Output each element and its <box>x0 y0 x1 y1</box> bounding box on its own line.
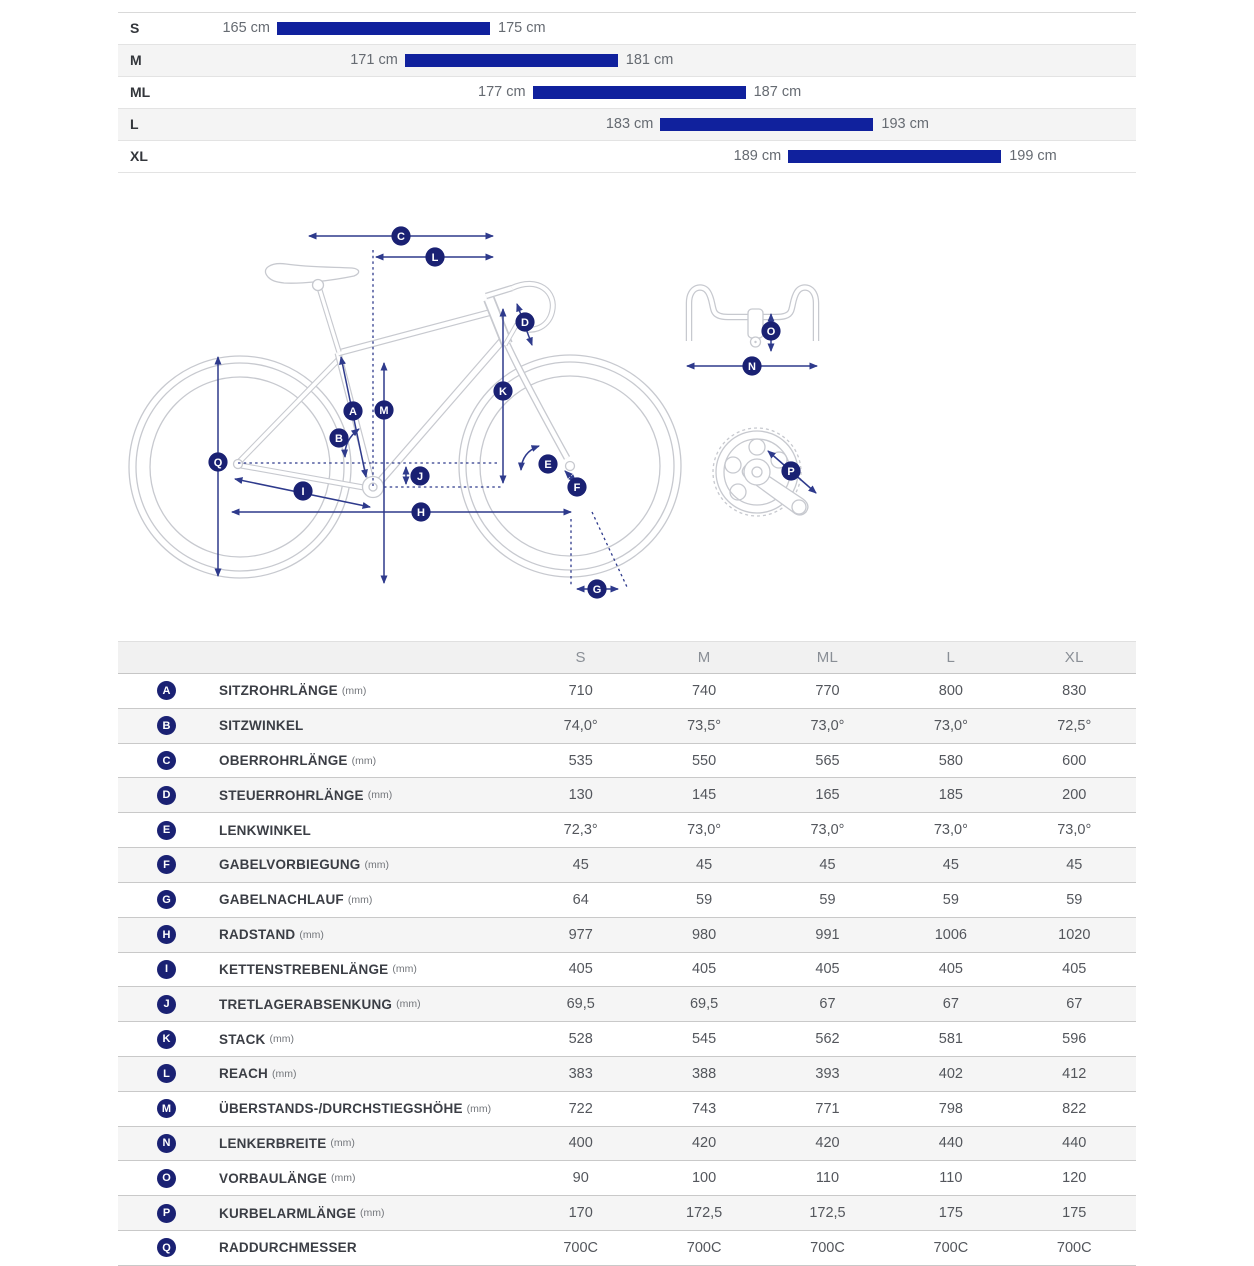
measure-name-cell <box>118 925 519 944</box>
tube-core <box>338 353 373 488</box>
letter-badge: C <box>157 751 176 770</box>
letter-badge: P <box>157 1204 176 1223</box>
geometry-value: 59 <box>696 891 713 908</box>
diagram-label-letter: E <box>544 458 552 471</box>
measure-unit: (mm) <box>330 1172 356 1185</box>
letter-badge: E <box>157 821 176 840</box>
measure-name-cell <box>118 1030 519 1049</box>
geometry-value: 740 <box>691 682 717 699</box>
geometry-value: 172,5 <box>809 1205 846 1222</box>
geometry-value: 771 <box>815 1100 840 1117</box>
table-row <box>118 778 1136 813</box>
geometry-value: 100 <box>691 1170 717 1187</box>
measure-name-cell <box>118 1204 519 1223</box>
geometry-value: 172,5 <box>685 1205 723 1222</box>
geometry-value: 45 <box>1066 856 1083 873</box>
range-min-label: 177 cm <box>478 84 526 100</box>
geometry-value: 110 <box>939 1170 963 1187</box>
saddle-icon <box>265 264 358 284</box>
measure-label: STEUERROHRLÄNGE <box>219 787 364 803</box>
letter-badge: M <box>157 1099 176 1118</box>
measure-unit: (mm) <box>367 789 393 802</box>
geometry-value: 581 <box>938 1031 963 1048</box>
size-label: ML <box>130 84 151 100</box>
measure-name-cell <box>118 855 519 874</box>
measure-label: GABELNACHLAUF <box>219 892 344 908</box>
table-row <box>118 744 1136 779</box>
diagram-label-letter: A <box>349 405 357 418</box>
table-row <box>118 953 1136 988</box>
geometry-value: 73,0° <box>1057 822 1092 839</box>
geometry-value: 405 <box>691 961 717 978</box>
geometry-value: 420 <box>815 1135 840 1152</box>
geometry-value: 580 <box>938 752 963 769</box>
geometry-value: 69,5 <box>566 996 595 1013</box>
size-label: S <box>130 20 140 36</box>
measure-unit: (mm) <box>364 858 390 871</box>
range-min-label: 171 cm <box>350 52 398 68</box>
measure-name-cell <box>118 751 519 770</box>
geometry-value: 67 <box>1066 996 1083 1013</box>
measure-label: REACH <box>219 1066 269 1082</box>
geometry-value: 800 <box>938 682 963 699</box>
measure-label: ÜBERSTANDS-/DURCHSTIEGSHÖHE <box>219 1101 463 1117</box>
letter-badge: F <box>157 855 176 874</box>
geometry-table-body <box>118 674 1136 1266</box>
diagram-label-letter: L <box>431 251 439 264</box>
geometry-value: 545 <box>691 1031 717 1048</box>
column-header-S: S <box>575 649 586 666</box>
geometry-value: 400 <box>568 1135 593 1152</box>
geometry-value: 562 <box>815 1031 840 1048</box>
diagram-label-letter: D <box>521 316 529 329</box>
geometry-value: 770 <box>815 682 840 699</box>
measure-unit: (mm) <box>269 1033 294 1046</box>
geometry-value: 1020 <box>1058 926 1091 943</box>
column-header-M: M <box>697 649 711 666</box>
letter-badge: A <box>157 681 176 700</box>
geometry-value: 45 <box>942 856 959 873</box>
measure-label: KURBELARMLÄNGE <box>219 1205 357 1221</box>
geometry-value: 72,3° <box>563 822 598 839</box>
tube-core <box>238 358 340 463</box>
geometry-value: 67 <box>942 996 959 1013</box>
range-max-label: 193 cm <box>881 116 929 132</box>
letter-badge: L <box>157 1064 176 1083</box>
letter-badge: N <box>157 1134 176 1153</box>
letter-badge: G <box>157 890 176 909</box>
geometry-value: 700C <box>563 1239 599 1256</box>
diagram-label-letter: K <box>499 385 507 398</box>
measure-name-cell <box>118 681 519 700</box>
geometry-value: 59 <box>942 891 959 908</box>
measure-unit: (mm) <box>299 928 324 941</box>
geometry-value: 700C <box>686 1239 722 1256</box>
table-row <box>118 813 1136 848</box>
geometry-table <box>118 641 1136 1266</box>
geometry-value: 977 <box>568 926 593 943</box>
measure-label: SITZROHRLÄNGE <box>219 683 338 699</box>
geometry-value: 73,0° <box>810 822 845 839</box>
diagram-label-letter: F <box>573 481 581 494</box>
geometry-value: 72,5° <box>1057 717 1092 734</box>
measure-label: LENKERBREITE <box>219 1135 327 1151</box>
range-max-label: 199 cm <box>1009 148 1057 164</box>
measure-name-cell <box>118 890 519 909</box>
measure-unit: (mm) <box>347 893 373 906</box>
table-row <box>118 1057 1136 1092</box>
geometry-value: 73,0° <box>687 822 722 839</box>
letter-badge: K <box>157 1030 176 1049</box>
geometry-value: 700C <box>1056 1239 1092 1256</box>
tube-core <box>338 312 492 353</box>
diagram-label-letter: N <box>748 360 756 373</box>
table-row <box>118 918 1136 953</box>
table-row <box>118 883 1136 918</box>
geometry-value: 440 <box>938 1135 963 1152</box>
size-label: L <box>130 116 139 132</box>
measure-label: RADDURCHMESSER <box>219 1240 357 1256</box>
letter-badge: Q <box>157 1238 176 1257</box>
table-row <box>118 1022 1136 1057</box>
range-min-label: 189 cm <box>733 148 782 164</box>
table-row <box>118 987 1136 1022</box>
geometry-value: 74,0° <box>563 717 598 734</box>
range-max-label: 175 cm <box>498 20 546 36</box>
measure-unit: (mm) <box>351 754 377 767</box>
geometry-value: 175 <box>1062 1205 1087 1222</box>
diagram-label-letter: Q <box>213 456 223 469</box>
measure-name-cell <box>118 995 519 1014</box>
measure-label: VORBAULÄNGE <box>219 1170 327 1186</box>
geometry-value: 822 <box>1062 1100 1087 1117</box>
geometry-value: 120 <box>1062 1170 1087 1187</box>
column-header-XL: XL <box>1064 649 1084 666</box>
range-min-label: 183 cm <box>605 116 654 132</box>
measure-name-cell <box>118 1134 519 1153</box>
geometry-value: 402 <box>938 1065 963 1082</box>
geometry-value: 980 <box>691 926 717 943</box>
geometry-value: 535 <box>568 752 593 769</box>
diagram-label-letter: P <box>787 465 795 478</box>
diagram-label-letter: B <box>335 432 343 445</box>
geometry-value: 170 <box>568 1205 593 1222</box>
measure-name-cell <box>118 960 519 979</box>
geometry-value: 412 <box>1062 1065 1087 1082</box>
letter-badge: D <box>157 786 176 805</box>
measure-label: RADSTAND <box>219 927 296 943</box>
geometry-value: 405 <box>938 961 963 978</box>
tube-core <box>507 344 567 458</box>
geometry-value: 73,0° <box>933 717 968 734</box>
measure-label: KETTENSTREBENLÄNGE <box>219 961 389 977</box>
measure-label: OBERROHRLÄNGE <box>219 753 348 769</box>
geometry-value: 200 <box>1062 787 1087 804</box>
measure-unit: (mm) <box>330 1137 355 1150</box>
measure-unit: (mm) <box>466 1102 492 1115</box>
table-row <box>118 674 1136 709</box>
table-row <box>118 1092 1136 1127</box>
size-label: XL <box>130 148 148 164</box>
measure-name-cell <box>118 1238 519 1257</box>
measure-label: STACK <box>219 1031 266 1047</box>
geometry-table-header <box>118 641 1136 674</box>
geometry-value: 73,5° <box>687 717 722 734</box>
range-max-label: 187 cm <box>753 84 802 100</box>
geometry-value: 710 <box>568 682 593 699</box>
diagram-label-letter: O <box>766 325 776 338</box>
size-label: M <box>130 52 142 68</box>
diagram-label-letter: I <box>301 485 305 498</box>
letter-badge: J <box>157 995 176 1014</box>
range-max-label: 181 cm <box>625 52 674 68</box>
geometry-value: 67 <box>819 996 836 1013</box>
measure-name-cell <box>118 1064 519 1083</box>
geometry-value: 73,0° <box>810 717 845 734</box>
geometry-value: 45 <box>572 856 589 873</box>
geometry-value: 59 <box>1066 891 1083 908</box>
measure-label: SITZWINKEL <box>219 718 304 734</box>
geometry-value: 185 <box>938 787 963 804</box>
letter-badge: O <box>157 1169 176 1188</box>
geometry-value: 440 <box>1062 1135 1087 1152</box>
geometry-value: 59 <box>819 891 836 908</box>
tube-core <box>318 284 339 352</box>
geometry-value: 90 <box>572 1170 589 1187</box>
letter-badge: I <box>157 960 176 979</box>
geometry-value: 550 <box>691 752 717 769</box>
measure-label: LENKWINKEL <box>219 822 311 838</box>
geometry-value: 420 <box>691 1135 717 1152</box>
measure-unit: (mm) <box>341 684 367 697</box>
geometry-value: 145 <box>691 787 717 804</box>
geometry-value: 596 <box>1062 1031 1087 1048</box>
geometry-value: 45 <box>819 856 836 873</box>
diagram-label-letter: G <box>592 583 602 596</box>
table-row <box>118 848 1136 883</box>
table-row <box>118 1161 1136 1196</box>
geometry-value: 175 <box>938 1205 963 1222</box>
geometry-value: 45 <box>696 856 713 873</box>
geometry-value: 73,0° <box>933 822 968 839</box>
table-row <box>118 1127 1136 1162</box>
range-min-label: 165 cm <box>222 20 270 36</box>
table-row <box>118 1196 1136 1231</box>
geometry-value: 110 <box>815 1170 840 1187</box>
measure-name-cell <box>118 716 519 735</box>
geometry-value: 383 <box>568 1065 593 1082</box>
geometry-value: 405 <box>568 961 593 978</box>
measure-unit: (mm) <box>396 998 421 1011</box>
column-header-L: L <box>946 649 956 666</box>
geometry-value: 565 <box>815 752 840 769</box>
measure-label: TRETLAGERABSENKUNG <box>219 996 393 1012</box>
geometry-value: 64 <box>572 891 589 908</box>
letter-badge: B <box>157 716 176 735</box>
column-header-ML: ML <box>816 649 839 666</box>
diagram-label-letter: C <box>397 230 405 243</box>
handlebar-front-view-icon <box>689 287 816 347</box>
diagram-label-letter: H <box>417 506 425 519</box>
geometry-value: 405 <box>815 961 840 978</box>
geometry-value: 528 <box>568 1031 593 1048</box>
geometry-value: 165 <box>815 787 840 804</box>
measure-name-cell <box>118 821 519 840</box>
letter-badge: H <box>157 925 176 944</box>
geometry-value: 600 <box>1062 752 1087 769</box>
table-row <box>118 709 1136 744</box>
geometry-value: 722 <box>568 1100 593 1117</box>
geometry-value: 991 <box>815 926 840 943</box>
geometry-value: 130 <box>568 787 593 804</box>
measure-unit: (mm) <box>392 963 417 976</box>
geometry-value: 405 <box>1062 961 1087 978</box>
geometry-value: 830 <box>1062 682 1087 699</box>
geometry-value: 743 <box>691 1100 717 1117</box>
geometry-value: 388 <box>691 1065 717 1082</box>
geometry-value: 393 <box>815 1065 840 1082</box>
geometry-value: 69,5 <box>689 996 719 1013</box>
geometry-value: 1006 <box>934 926 967 943</box>
diagram-label-letter: J <box>416 470 424 483</box>
geometry-value: 798 <box>938 1100 963 1117</box>
measure-unit: (mm) <box>360 1207 385 1220</box>
geometry-value: 700C <box>933 1239 969 1256</box>
measure-label: GABELVORBIEGUNG <box>219 857 361 873</box>
table-row <box>118 1231 1136 1266</box>
diagram-label-letter: M <box>379 404 389 417</box>
geometry-value: 700C <box>810 1239 845 1256</box>
tube-core <box>376 341 502 486</box>
measure-unit: (mm) <box>272 1067 297 1080</box>
measure-name-cell <box>118 786 519 805</box>
measure-name-cell <box>118 1099 519 1118</box>
measure-name-cell <box>118 1169 519 1188</box>
